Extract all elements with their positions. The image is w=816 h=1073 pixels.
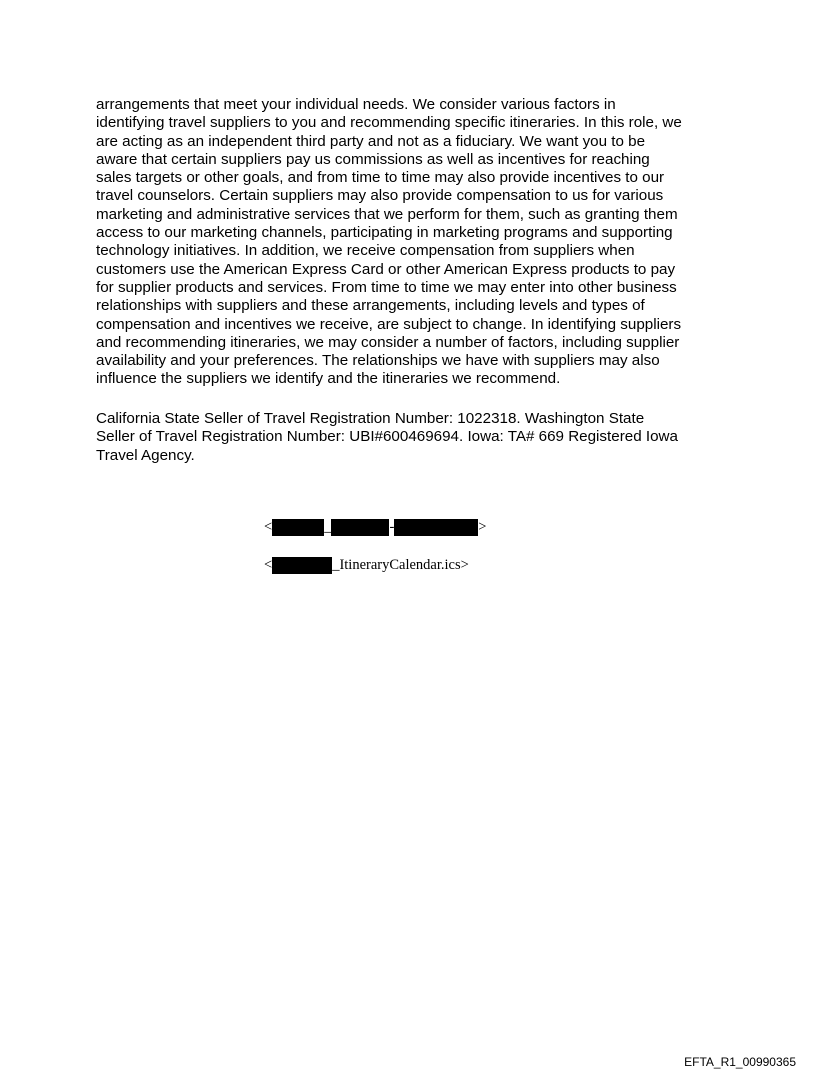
attachment-itinerary-calendar[interactable] <box>264 556 469 574</box>
text-line: for supplier products and services. From time to time we may enter into other business <box>96 278 677 296</box>
text-line: are acting as an independent third party and not as a fiduciary. We want you to be <box>96 132 646 150</box>
text-line: availability and your preferences. The relationships we have with suppliers may also <box>96 352 660 370</box>
text-line: compensation and incentives we receive, are subject to change. In identifying suppliers <box>96 315 682 333</box>
text-line: Seller of Travel Registration Number: UBI#600469694. Iowa: TA# 669 Registered Iowa <box>96 428 678 446</box>
redaction-block <box>331 519 389 536</box>
text-line: customers use the American Express Card or other American Express products to pay <box>96 260 676 278</box>
redaction-block <box>272 519 324 536</box>
text-line: sales targets or other goals, and from time to time may also provide incentives to our <box>96 169 665 187</box>
text-line: and recommending itineraries, we may consider a number of factors, including supplier <box>96 333 680 351</box>
angle-open: < <box>264 519 273 535</box>
text-line: arrangements that meet your individual needs. We consider various factors in <box>96 96 616 113</box>
text-line: technology initiatives. In addition, we receive compensation from suppliers when <box>96 242 635 260</box>
disclosure-paragraph <box>96 96 726 389</box>
text-line: relationships with suppliers and these arrangements, including levels and types of <box>96 297 645 315</box>
attachment-link-redacted[interactable] <box>264 518 486 536</box>
redaction-block <box>394 519 478 536</box>
bates-number: EFTA_R1_00990365 <box>684 1055 796 1069</box>
text-line: influence the suppliers we identify and the itineraries we recommend. <box>96 370 561 388</box>
redaction-block <box>272 557 332 574</box>
text-line: identifying travel suppliers to you and recommending specific itineraries. In this role, we <box>96 114 682 132</box>
registration-paragraph <box>96 410 726 465</box>
text-line: aware that certain suppliers pay us commissions as well as incentives for reaching <box>96 150 650 168</box>
text-line: travel counselors. Certain suppliers may also provide compensation to us for various <box>96 187 664 205</box>
text-line: California State Seller of Travel Registration Number: 1022318. Washington State <box>96 410 645 427</box>
text-line: marketing and administrative services that we perform for them, such as granting them <box>96 205 678 223</box>
angle-close: > <box>478 519 487 535</box>
angle-open: < <box>264 557 273 573</box>
separator: - <box>389 519 395 535</box>
separator: _ <box>324 519 332 535</box>
text-line: Travel Agency. <box>96 446 195 464</box>
text-line: access to our marketing channels, participating in marketing programs and supporting <box>96 224 673 242</box>
attachment-filename: _ItineraryCalendar.ics> <box>332 557 469 573</box>
